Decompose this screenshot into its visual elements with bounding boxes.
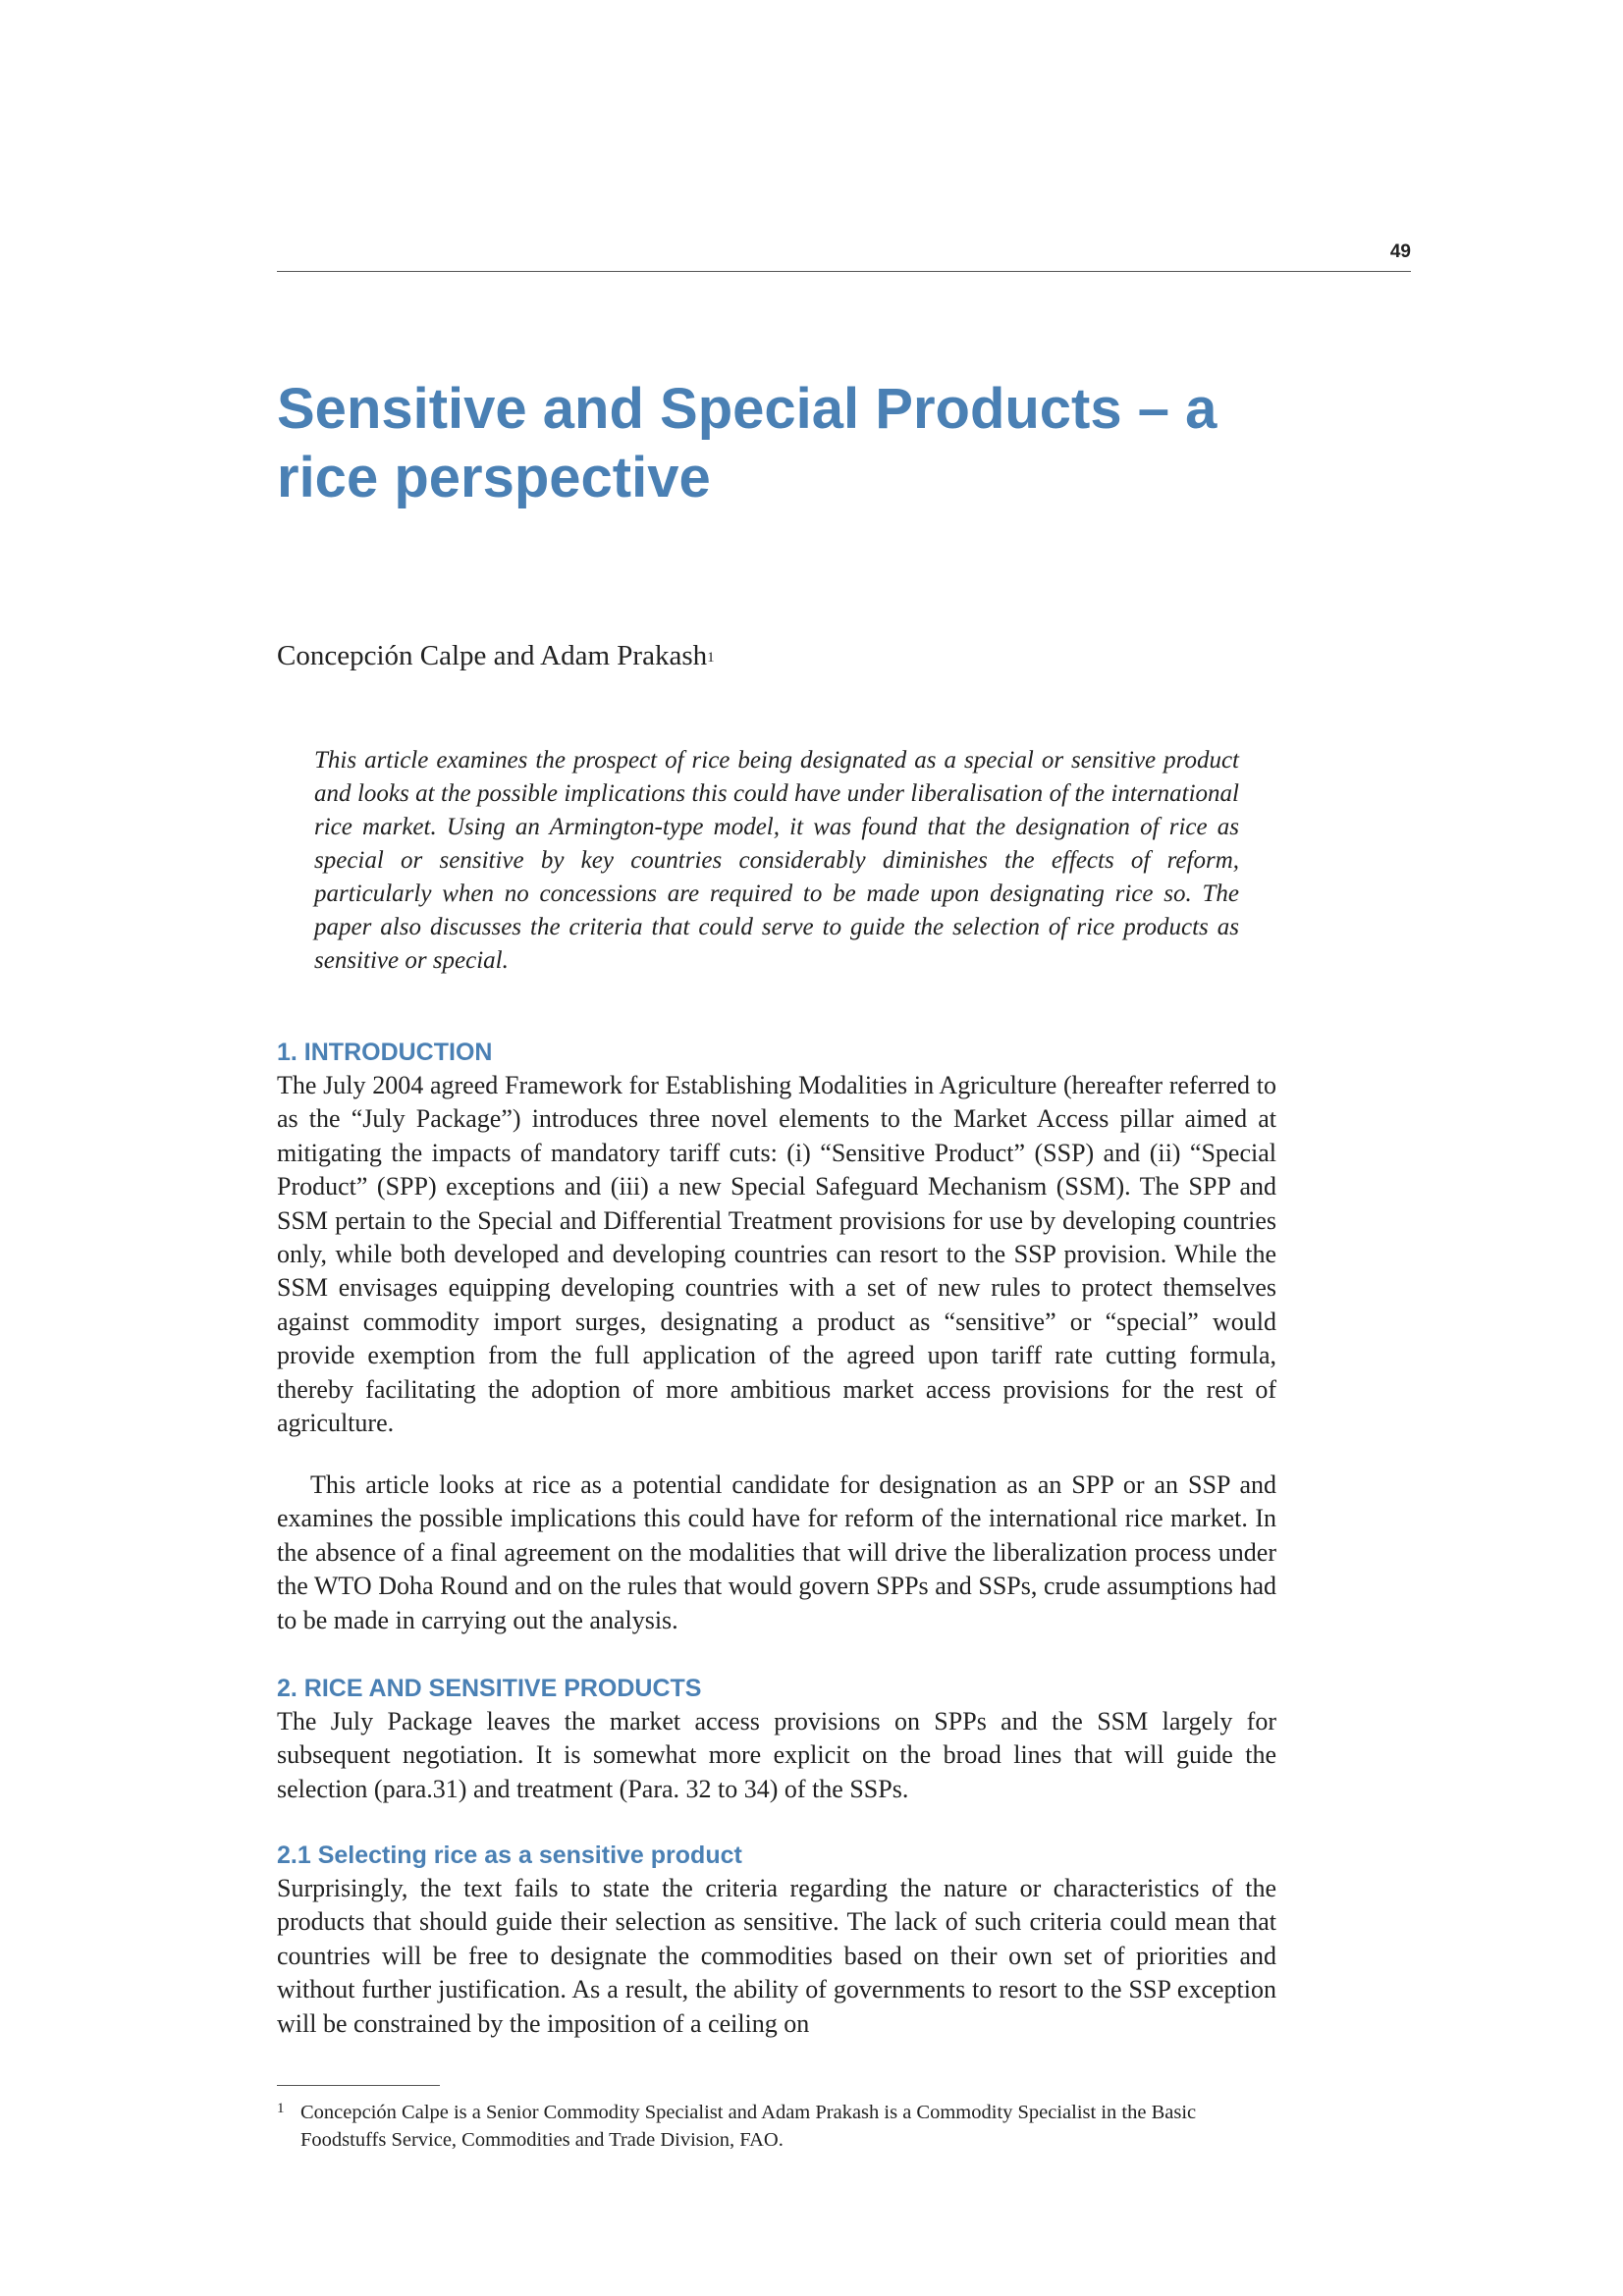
- author-names: Concepción Calpe and Adam Prakash: [277, 640, 708, 671]
- header-rule: [277, 271, 1411, 272]
- section-heading-introduction: 1. INTRODUCTION: [277, 1039, 493, 1066]
- author-footnote-mark: 1: [707, 650, 715, 666]
- paragraph-rice-sensitive-1: The July Package leaves the market access provisions on SPPs and the SSM largely for subsequent negotiation. It is somewhat more explicit on the broad lines that will guide the selection (para.31) and treatment (Para. 32 to 34) of the SSPs.: [277, 1707, 1276, 1803]
- footnote-text: Concepción Calpe is a Senior Commodity Specialist and Adam Prakash is a Commodity Specialist in the Basic Foodstuffs Service, Commodities and Trade Division, FAO.: [300, 2102, 1197, 2151]
- article-abstract: This article examines the prospect of rice being designated as a special or sensitive product and looks at the possible implications this could have under liberalisation of the international rice market. Using an Armington-type model, it was found that the designation of rice as special or sensitive by key countries considerably diminishes the effects of reform, particularly when no concessions are required to be made upon designating rice so. The paper also discusses the criteria that could serve to guide the selection of rice products as sensitive or special.: [314, 747, 1239, 974]
- article-title: Sensitive and Special Products – a rice perspective: [277, 377, 1217, 509]
- footnote-mark: 1: [277, 2101, 285, 2116]
- paragraph-introduction-1: The July 2004 agreed Framework for Establishing Modalities in Agriculture (hereafter referred to as the “July Package”) introduces three novel elements to the Market Access pillar aimed at mitigating the impacts of mandatory tariff cuts: (i) “Sensitive Product” (SSP) and (ii) “Special Product” (SPP) exceptions and (iii) a new Special Safeguard Mechanism (SSM). The SPP and SSM pertain to the Special and Differential Treatment provisions for use by developing countries only, while both developed and developing countries can resort to the SSP provision. While the SSM envisages equipping developing countries with a set of new rules to protect themselves against commodity import surges, designating a product as “sensitive” or “special” would provide exemption from the full application of the agreed upon tariff rate cutting formula, thereby facilitating the adoption of more ambitious market access provisions for the rest of agriculture.: [277, 1071, 1276, 1438]
- article-authors: [277, 638, 715, 673]
- footnote-rule: [277, 2085, 440, 2086]
- section-heading-selecting-rice: 2.1 Selecting rice as a sensitive product: [277, 1842, 742, 1869]
- page-number: 49: [1389, 241, 1411, 262]
- section-heading-rice-sensitive: 2. RICE AND SENSITIVE PRODUCTS: [277, 1675, 702, 1702]
- paragraph-selecting-rice-1: Surprisingly, the text fails to state the criteria regarding the nature or characteristics of the products that should guide their selection as sensitive. The lack of such criteria could mean that countries will be free to designate the commodities based on their own set of priorities and without further justification. As a result, the ability of governments to resort to the SSP exception will be constrained by the imposition of a ceiling on: [277, 1874, 1276, 2038]
- paragraph-introduction-2: This article looks at rice as a potential candidate for designation as an SPP or an SSP and examines the possible implications this could have for reform of the international rice market. In the absence of a final agreement on the modalities that will drive the liberalization process under the WTO Doha Round and on the rules that would govern SPPs and SSPs, crude assumptions had to be made in carrying out the analysis.: [277, 1470, 1276, 1634]
